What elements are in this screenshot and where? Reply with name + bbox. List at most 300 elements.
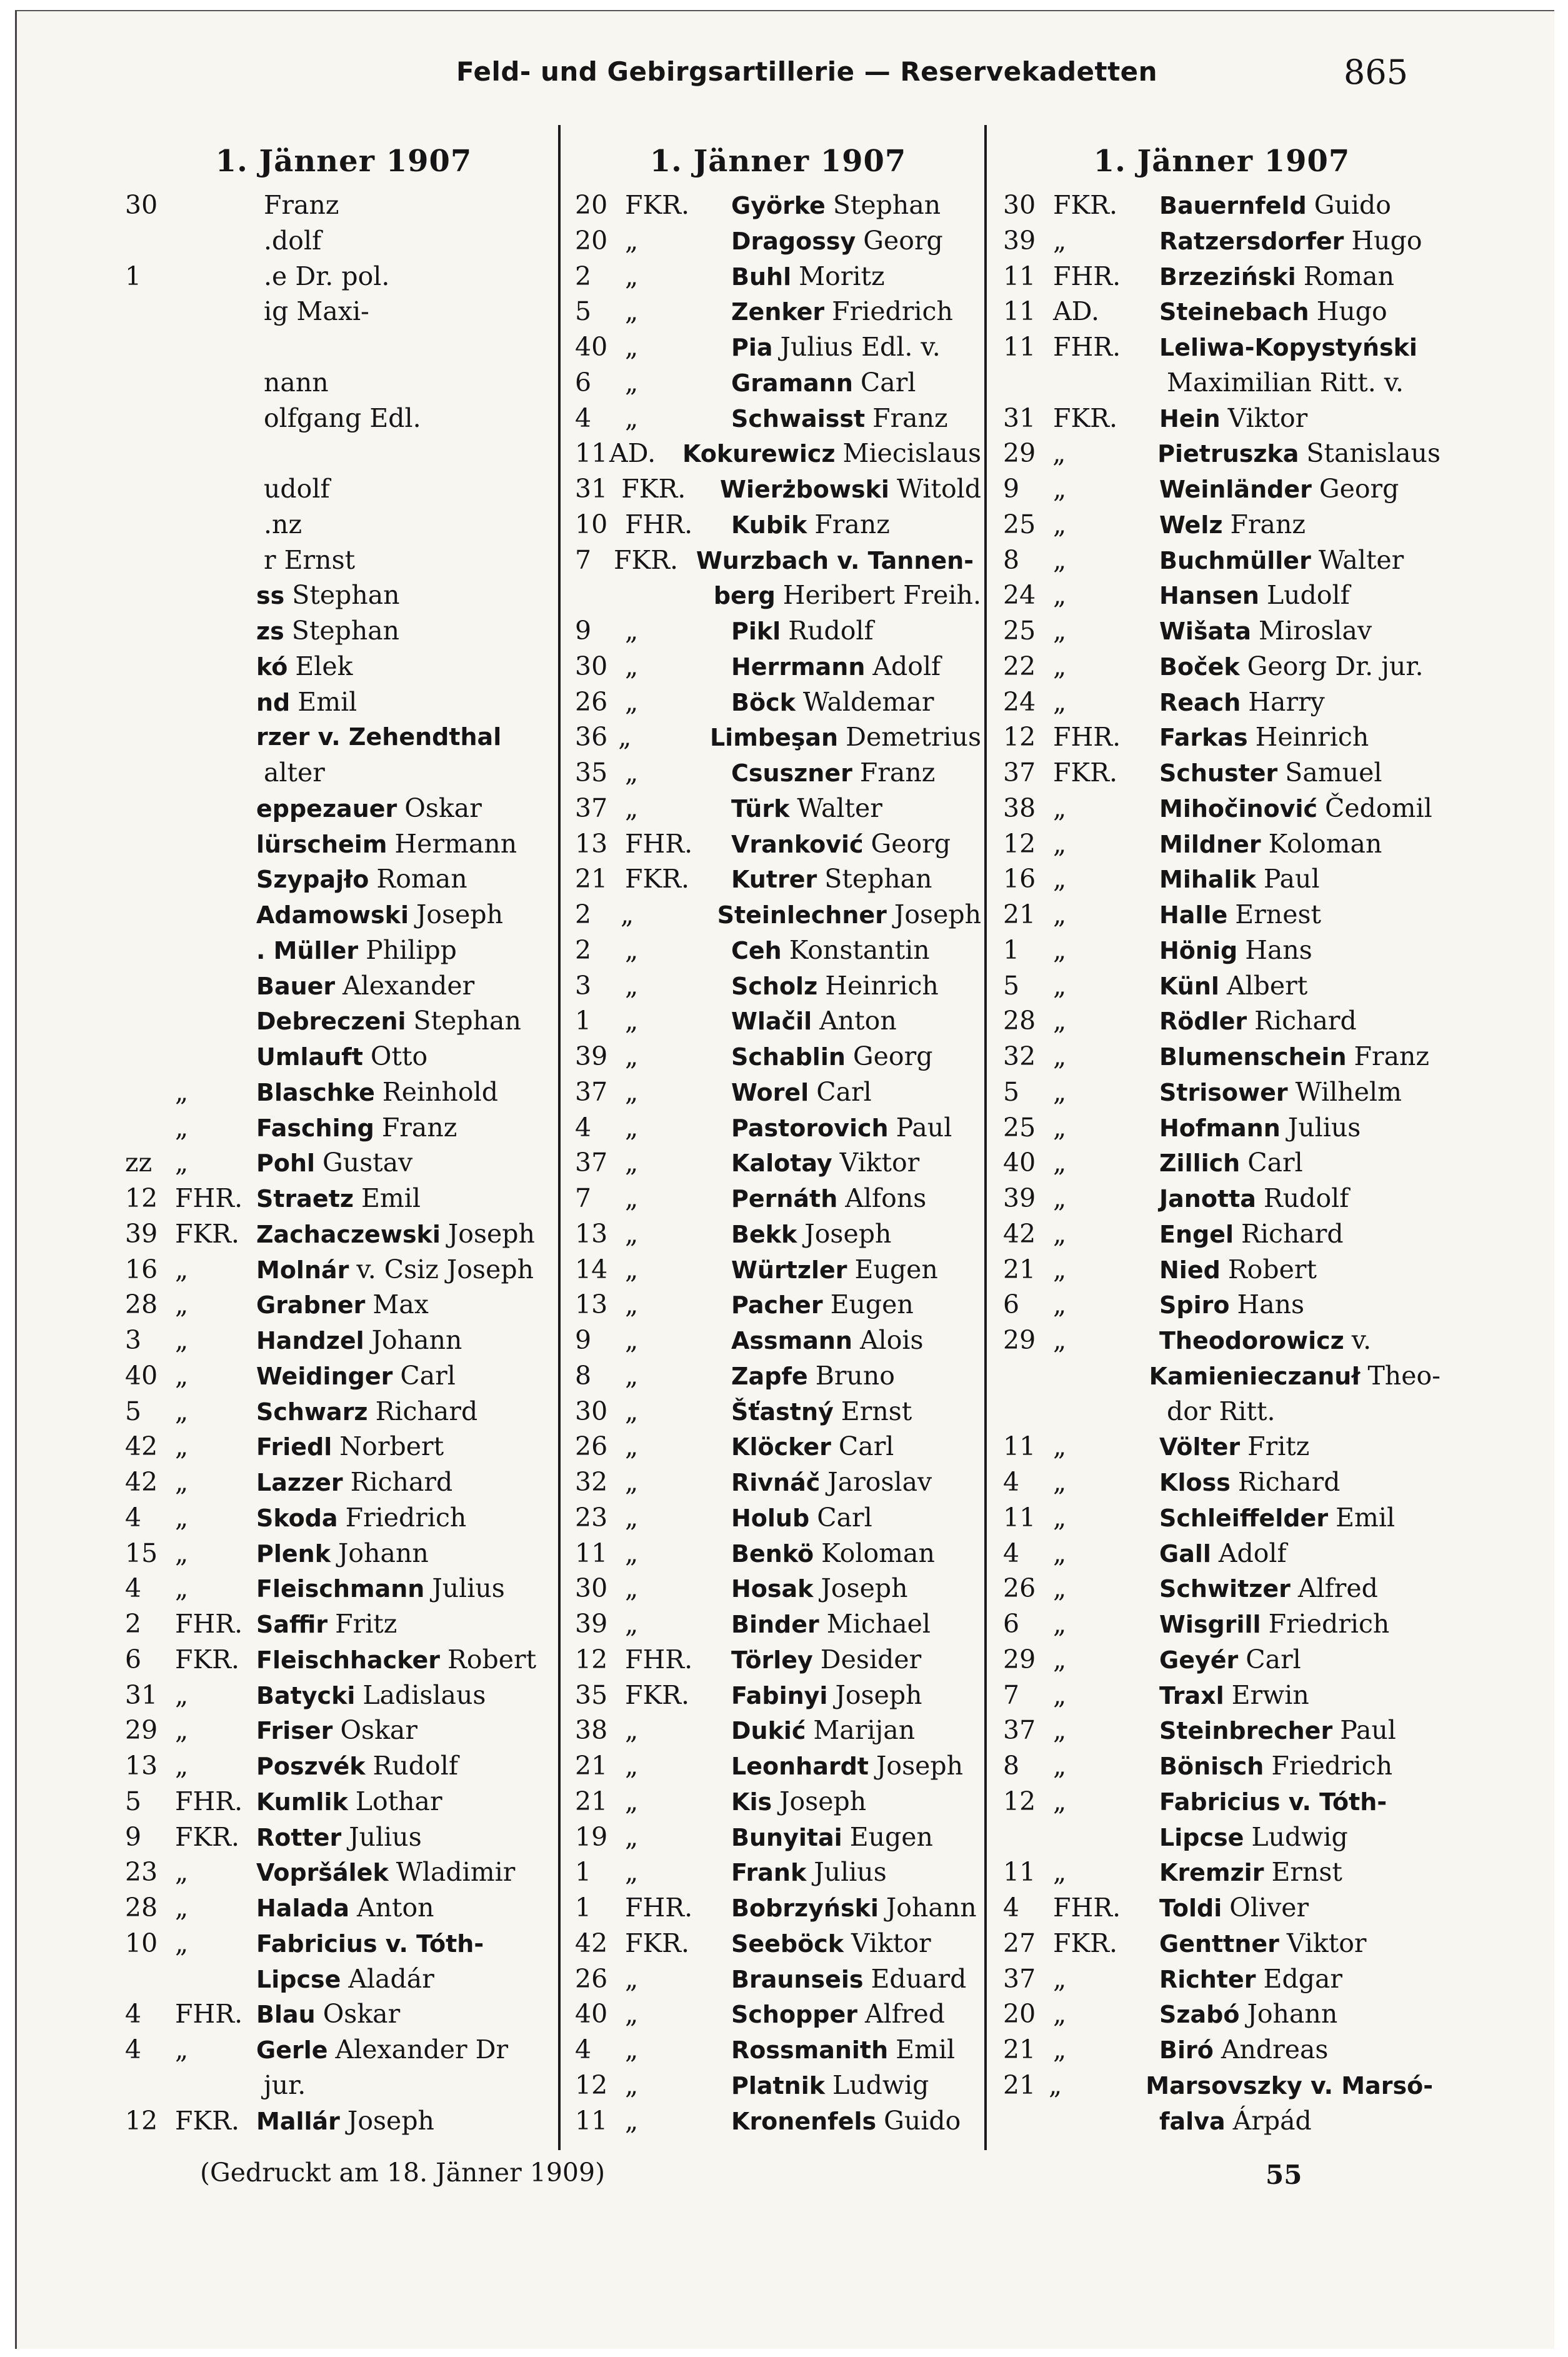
list-entry: [1003, 259, 1441, 294]
entry-given-name: Gustav: [322, 1148, 413, 1178]
entry-given-name: Ludolf: [1266, 580, 1350, 611]
entry-given-name: Koloman: [1268, 828, 1382, 859]
entry-surname: Szypajło: [256, 866, 369, 894]
entry-given-name: Robert: [1227, 1254, 1317, 1284]
entry-given-name: Miecislaus: [842, 438, 981, 469]
list-entry: [575, 684, 981, 720]
entry-unit: „: [1053, 1112, 1067, 1143]
column-heading: 1. Jänner 1907: [649, 144, 907, 179]
entry-number: 37: [1003, 1715, 1036, 1746]
entry-unit: „: [1053, 1538, 1067, 1568]
entry-given-name: Desider: [820, 1644, 922, 1674]
list-entry: [575, 755, 981, 791]
entry-surname: Geyér: [1159, 1646, 1239, 1674]
entry-surname: Janotta: [1159, 1185, 1256, 1213]
entry-given-name: Hermann: [394, 828, 517, 859]
entry-number: 9: [125, 1821, 142, 1852]
entry-surname: Mihočinović: [1159, 794, 1318, 823]
entry-surname: Weidinger: [256, 1362, 393, 1390]
entry-surname: Frank: [731, 1859, 807, 1887]
list-entry: [125, 1713, 562, 1748]
entry-unit: „: [625, 1148, 639, 1178]
entry-unit: „: [625, 1502, 639, 1533]
entry-given-name: Julius: [349, 1821, 422, 1852]
entry-given-name: Stanislaus: [1306, 438, 1441, 469]
entry-surname: Wišata: [1159, 618, 1252, 645]
entry-number: 12: [125, 2105, 158, 2136]
entry-surname: Pernáth: [731, 1185, 838, 1213]
entry-number: 4: [1003, 1538, 1020, 1568]
entry-number: 5: [125, 1396, 142, 1426]
entry-number: 12: [575, 1644, 608, 1674]
entry-surname: Dragossy: [731, 227, 856, 255]
list-entry: [1003, 755, 1441, 791]
list-entry: [125, 1854, 562, 1890]
list-entry: [1003, 1500, 1441, 1536]
entry-surname: Gall: [1159, 1539, 1211, 1568]
entry-surname: Schleiffelder: [1159, 1504, 1329, 1532]
entry-surname: Kutrer: [731, 866, 817, 894]
entry-given-name: Anton: [819, 1006, 897, 1036]
entry-given-name: .e Dr. pol.: [264, 261, 390, 291]
list-entry: [125, 2103, 562, 2139]
entry-given-name: Ernst: [841, 1396, 912, 1426]
entry-number: 4: [125, 1573, 142, 1604]
list-entry: [125, 1358, 562, 1394]
entry-unit: „: [625, 1963, 639, 1994]
entry-given-name: Samuel: [1285, 758, 1382, 788]
list-entry: [125, 401, 562, 436]
entry-number: 39: [575, 1041, 608, 1071]
entry-surname: Leonhardt: [731, 1753, 869, 1780]
entry-given-name: Eugen: [854, 1254, 938, 1284]
list-entry: [1003, 1819, 1441, 1855]
entry-surname: Genttner: [1159, 1929, 1279, 1958]
entry-unit: FHR.: [625, 828, 693, 859]
entry-given-name: Wilhelm: [1295, 1076, 1402, 1107]
list-entry: [125, 1571, 562, 1606]
entry-surname: Mildner: [1159, 830, 1261, 858]
entry-number: 21: [1003, 1254, 1036, 1284]
entry-unit: „: [625, 1218, 639, 1249]
column-heading: 1. Jänner 1907: [215, 144, 472, 179]
entry-number: 4: [125, 1502, 142, 1533]
entry-given-name: Adolf: [1218, 1538, 1287, 1568]
entry-number: 6: [1003, 1289, 1020, 1320]
entry-number: 13: [125, 1751, 158, 1781]
entry-surname: Debreczeni: [256, 1008, 406, 1036]
list-entry: [575, 1642, 981, 1678]
entry-number: 30: [575, 651, 608, 681]
entry-surname: Kumlik: [256, 1788, 348, 1816]
entry-given-name: Richard: [375, 1396, 478, 1426]
list-entry: [1003, 684, 1441, 720]
entry-given-name: Joseph: [447, 1218, 535, 1249]
entry-unit: „: [625, 1821, 639, 1852]
list-entry: [575, 1571, 981, 1606]
list-entry: [575, 188, 981, 223]
entry-number: 40: [575, 332, 608, 362]
entry-number: 42: [125, 1431, 158, 1462]
entry-given-name: Rudolf: [372, 1751, 459, 1781]
entry-given-name: Hugo: [1316, 296, 1387, 327]
list-entry: [125, 1074, 562, 1110]
entry-unit: „: [1053, 864, 1067, 894]
entry-number: 20: [1003, 1999, 1036, 2029]
entry-unit: „: [1053, 1325, 1067, 1355]
entry-surname: Vranković: [731, 830, 864, 858]
entry-number: 39: [575, 1609, 608, 1639]
list-entry: [575, 826, 981, 862]
entry-surname: Völter: [1159, 1433, 1241, 1461]
entry-surname: Plenk: [256, 1539, 331, 1568]
list-entry: [1003, 2103, 1441, 2139]
list-entry: [575, 1003, 981, 1039]
entry-unit: „: [1053, 1183, 1067, 1213]
entry-given-name: Paul: [1263, 864, 1320, 894]
entry-surname: Böck: [731, 688, 796, 716]
entry-surname: Seeböck: [731, 1929, 844, 1958]
entry-number: 26: [575, 1963, 608, 1994]
entry-surname: Halle: [1159, 901, 1228, 929]
list-entry: [1003, 1890, 1441, 1926]
entry-unit: „: [625, 367, 639, 398]
entry-surname: Dukić: [731, 1717, 806, 1745]
entry-given-name: Stephan: [824, 864, 932, 894]
list-entry: [1003, 1429, 1441, 1464]
entry-unit: „: [625, 1786, 639, 1816]
list-entry: [575, 1110, 981, 1146]
entry-surname: Kamienieczanuł: [1149, 1362, 1361, 1390]
list-entry: [125, 897, 562, 933]
entry-surname: Pohl: [256, 1149, 316, 1178]
list-entry: [125, 1606, 562, 1642]
entry-number: 25: [1003, 1112, 1036, 1143]
entry-unit: „: [625, 1573, 639, 1604]
entry-given-name: Walter: [797, 793, 882, 823]
entry-surname: Spiro: [1159, 1291, 1230, 1319]
list-entry: [575, 649, 981, 684]
list-entry: [1003, 1145, 1441, 1181]
entry-surname: Zapfe: [731, 1362, 808, 1390]
entry-unit: „: [625, 1396, 639, 1426]
entry-number: 15: [125, 1538, 158, 1568]
list-entry: [125, 1252, 562, 1288]
entry-unit: „: [625, 403, 639, 433]
entry-unit: „: [175, 1679, 189, 1710]
entry-unit: „: [1053, 616, 1067, 646]
entry-given-name: Emil: [361, 1183, 421, 1213]
entry-number: 11: [575, 438, 608, 469]
list-entry: [575, 1394, 981, 1429]
entry-surname: nd: [256, 688, 291, 716]
entry-number: 37: [575, 1148, 608, 1178]
entry-unit: „: [1053, 1963, 1067, 1994]
list-entry: [1003, 1926, 1441, 1961]
list-entry: [1003, 1713, 1441, 1748]
entry-unit: FHR.: [175, 1609, 243, 1639]
entry-unit: „: [625, 686, 639, 717]
entry-given-name: Joseph: [804, 1218, 892, 1249]
entry-given-name: Adolf: [872, 651, 941, 681]
entry-surname: Weinländer: [1159, 476, 1312, 503]
entry-surname: Assmann: [731, 1327, 852, 1354]
entry-unit: „: [625, 1254, 639, 1284]
list-entry: [575, 933, 981, 968]
entry-unit: „: [175, 1893, 189, 1923]
list-entry: [1003, 1394, 1441, 1429]
list-entry: [1003, 1571, 1441, 1606]
entry-given-name: Friedrich: [1271, 1751, 1393, 1781]
entry-given-name: Viktor: [1227, 403, 1308, 433]
entry-surname: Fleischhacker: [256, 1646, 440, 1674]
entry-unit: „: [175, 1360, 189, 1391]
list-entry: [1003, 543, 1441, 578]
entry-number: 31: [125, 1679, 158, 1710]
entry-unit: „: [1053, 1431, 1067, 1462]
entry-surname: Blaschke: [256, 1078, 375, 1106]
entry-surname: Pietruszka: [1157, 440, 1299, 468]
entry-number: 4: [1003, 1893, 1020, 1923]
list-entry: [575, 436, 981, 471]
entry-number: 37: [575, 793, 608, 823]
entry-surname: Mallár: [256, 2107, 340, 2135]
entry-given-name: .nz: [264, 509, 302, 539]
entry-unit: „: [175, 1573, 189, 1604]
entry-given-name: Waldemar: [802, 686, 934, 717]
list-entry: [125, 1996, 562, 2032]
list-entry: [575, 1216, 981, 1252]
list-entry: [1003, 188, 1441, 223]
entry-unit: „: [625, 1076, 639, 1107]
entry-given-name: Emil: [297, 686, 357, 717]
entry-given-name: Guido: [1314, 190, 1391, 220]
entry-surname: Lazzer: [256, 1469, 343, 1496]
entry-surname: Binder: [731, 1611, 819, 1638]
entry-unit: „: [625, 970, 639, 1001]
list-entry: [1003, 1996, 1441, 2032]
list-entry: [575, 613, 981, 649]
list-entry: [125, 1500, 562, 1536]
entry-number: 1: [1003, 934, 1020, 965]
entry-surname: Mihalik: [1159, 866, 1256, 894]
entry-number: 8: [575, 1360, 592, 1391]
entry-given-name: Heinrich: [825, 970, 939, 1001]
entry-number: 11: [1003, 1857, 1036, 1888]
list-entry: [575, 1181, 981, 1216]
entry-surname: Richter: [1159, 1965, 1256, 1993]
entry-given-name: Theo-: [1367, 1360, 1441, 1391]
entry-number: 23: [575, 1502, 608, 1533]
entry-given-name: Julius: [432, 1573, 505, 1604]
list-entry: [575, 2068, 981, 2103]
list-entry: [575, 1252, 981, 1288]
entry-surname: Steinlechner: [717, 901, 887, 929]
list-entry: [125, 613, 562, 649]
entry-unit: FKR.: [1053, 190, 1117, 220]
entry-given-name: Oliver: [1229, 1893, 1309, 1923]
list-entry: [575, 471, 981, 507]
entry-unit: „: [175, 1502, 189, 1533]
entry-given-name: Jaroslav: [827, 1467, 932, 1497]
entry-given-name: Witold: [896, 474, 981, 504]
entry-given-name: Robert: [447, 1644, 537, 1674]
entry-number: 27: [1003, 1928, 1036, 1958]
entry-given-name: Stephan: [413, 1006, 521, 1036]
entry-given-name: Franz: [814, 509, 890, 539]
list-entry: [575, 1429, 981, 1464]
entry-given-name: Albert: [1226, 970, 1308, 1001]
entry-given-name: Aladár: [348, 1963, 434, 1994]
entry-number: 26: [1003, 1573, 1036, 1604]
list-entry: [1003, 1606, 1441, 1642]
entry-unit: FKR.: [614, 544, 678, 575]
entry-surname: Holub: [731, 1504, 810, 1532]
entry-number: 29: [1003, 438, 1036, 469]
entry-given-name: Franz: [264, 190, 339, 220]
entry-surname: Engel: [1159, 1220, 1234, 1248]
entry-given-name: Alexander Dr: [335, 2034, 509, 2064]
entry-surname: Rossmanith: [731, 2036, 889, 2064]
entry-given-name: Demetrius: [846, 722, 981, 753]
entry-surname: Blau: [256, 2001, 316, 2029]
entry-unit: „: [1053, 1006, 1067, 1036]
list-entry: [575, 861, 981, 897]
list-entry: [125, 1039, 562, 1074]
entry-surname: kó: [256, 653, 288, 681]
entry-surname: Kalotay: [731, 1149, 832, 1178]
entry-given-name: Miroslav: [1259, 616, 1372, 646]
entry-given-name: Reinhold: [382, 1076, 498, 1107]
list-entry: [575, 223, 981, 259]
entry-given-name: Edgar: [1263, 1963, 1343, 1994]
list-entry: [1003, 1074, 1441, 1110]
entry-given-name: v. Csiz Joseph: [356, 1254, 534, 1284]
entry-number: 16: [1003, 864, 1036, 894]
entry-given-name: Stephan: [291, 616, 400, 646]
entry-number: 42: [1003, 1218, 1036, 1249]
entry-number: 29: [1003, 1644, 1036, 1674]
entry-surname: Wierżbowski: [720, 476, 889, 503]
entry-surname: Kloss: [1159, 1469, 1231, 1496]
list-entry: [1003, 1358, 1441, 1394]
entry-unit: „: [625, 1751, 639, 1781]
entry-unit: „: [1053, 1644, 1067, 1674]
list-entry: [125, 294, 562, 329]
entry-surname: Nied: [1159, 1256, 1221, 1284]
entry-number: 22: [1003, 651, 1036, 681]
entry-unit: „: [625, 2069, 639, 2100]
entry-given-name: olfgang Edl.: [264, 403, 421, 433]
entry-given-name: v.: [1351, 1325, 1372, 1355]
entry-number: 25: [1003, 509, 1036, 539]
entry-number: 4: [1003, 1467, 1020, 1497]
entry-surname: falva: [1159, 2107, 1226, 2135]
entry-given-name: .dolf: [264, 225, 322, 256]
entry-given-name: Joseph: [894, 899, 981, 929]
entry-surname: . Müller: [256, 936, 359, 964]
entry-given-name: Stephan: [292, 580, 400, 611]
entry-surname: Wlačil: [731, 1008, 812, 1036]
entry-given-name: Franz: [1354, 1041, 1430, 1071]
entry-given-name: Konstantin: [789, 934, 930, 965]
list-entry: [575, 1784, 981, 1819]
entry-surname: Boček: [1159, 653, 1240, 681]
entry-unit: „: [620, 899, 634, 929]
entry-unit: „: [175, 1148, 189, 1178]
entry-unit: „: [1053, 1999, 1067, 2029]
list-entry: [575, 1500, 981, 1536]
entry-number: 9: [575, 1325, 592, 1355]
list-entry: [125, 1536, 562, 1571]
entry-number: 21: [1003, 899, 1036, 929]
entry-number: 36: [575, 722, 608, 753]
entry-unit: „: [625, 2105, 639, 2136]
entry-surname: Vopršálek: [256, 1859, 389, 1887]
list-entry: [1003, 2032, 1441, 2068]
entry-number: 2: [575, 899, 592, 929]
list-entry: [125, 1784, 562, 1819]
entry-number: 39: [1003, 225, 1036, 256]
list-entry: [575, 401, 981, 436]
entry-surname: zs: [256, 618, 284, 645]
entry-given-name: Čedomil: [1325, 793, 1432, 823]
entry-number: 21: [575, 1786, 608, 1816]
list-entry: [575, 2103, 981, 2139]
entry-number: 30: [575, 1396, 608, 1426]
entry-surname: Wisgrill: [1159, 1611, 1261, 1638]
list-entry: [125, 1145, 562, 1181]
column-1: [125, 144, 562, 2138]
entry-unit: „: [1053, 970, 1067, 1001]
signature-mark: 55: [1266, 2159, 1302, 2190]
entry-surname: Schwarz: [256, 1398, 368, 1426]
entry-given-name: Franz: [381, 1112, 457, 1143]
list-entry: [125, 1642, 562, 1678]
list-entry: [575, 1145, 981, 1181]
entry-given-name: Bruno: [815, 1360, 895, 1391]
entry-given-name: Georg Dr. jur.: [1247, 651, 1424, 681]
entry-unit: „: [625, 1289, 639, 1320]
entry-number: 12: [1003, 722, 1036, 753]
entry-number: 13: [575, 828, 608, 859]
entry-surname: Hofmann: [1159, 1114, 1281, 1142]
print-date: (Gedruckt am 18. Jänner 1909): [200, 2158, 606, 2188]
list-entry: [125, 1003, 562, 1039]
entry-number: 11: [1003, 332, 1036, 362]
entry-given-name: Ludwig: [832, 2069, 929, 2100]
entry-given-name: Alexander: [342, 970, 475, 1001]
entry-given-name: jur.: [264, 2069, 306, 2100]
list-entry: [1003, 826, 1441, 862]
entry-given-name: Georg: [871, 828, 951, 859]
entry-given-name: Wladimir: [396, 1857, 516, 1888]
entry-given-name: Emil: [1336, 1502, 1396, 1533]
entry-number: 32: [575, 1467, 608, 1497]
entry-number: 1: [575, 1006, 592, 1036]
entry-unit: „: [625, 1183, 639, 1213]
entry-number: 13: [575, 1218, 608, 1249]
column-rule-2: [984, 125, 987, 2150]
entry-surname: Hönig: [1159, 936, 1238, 964]
list-entry: [575, 1074, 981, 1110]
list-entry: [1003, 613, 1441, 649]
list-entry: [575, 1890, 981, 1926]
entry-unit: FKR.: [1053, 403, 1117, 433]
entry-unit: „: [625, 296, 639, 327]
entry-unit: FHR.: [625, 509, 693, 539]
list-entry: [575, 578, 981, 613]
